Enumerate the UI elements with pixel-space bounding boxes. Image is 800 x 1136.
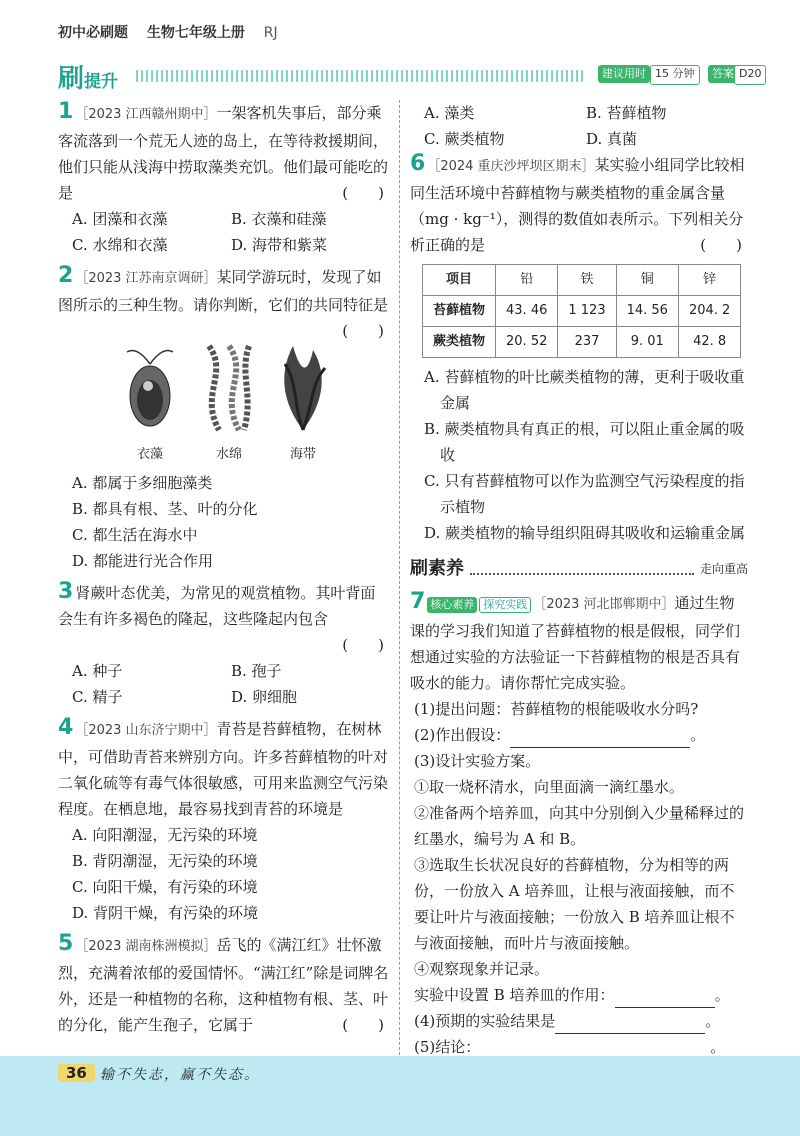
role-b-blank[interactable] [615,989,715,1008]
section-banner [58,58,762,94]
right-column [410,100,748,1066]
q2-options: A. 都属于多细胞藻类 B. 都具有根、茎、叶的分化 C. 都生活在海水中 D. 都能进行光合作用 [72,474,258,570]
q3-options: A. 种子 B. 孢子 C. 精子 D. 卵细胞 [72,662,298,706]
chlamydomonas-figure: 衣藻 [115,344,185,468]
time-label: 建议用时 [598,65,650,83]
q2-figure [58,344,390,468]
section-header [410,556,748,582]
metal-content-table: 项目 铅 铁 铜 锌 苔藓植物 43. 46 1 123 14. 56 204. 2 蕨类植物 20. 52 237 9. 01 42. 8 [422,264,741,358]
question-1: 1 ［2023 江西赣州期中］一架客机失事后，部分乘客流落到一个荒无人迹的岛上，在等待救援期间，他们只能从浅海中捞取藻类充饥。他们最可能吃的是 ( ) A. 团藻和衣藻 B. 衣藻和硅藻 C. 水绵和衣藻 D. 海带和紫菜 [58,100,390,258]
q7-body: (1)提出问题：苔藓植物的根能吸收水分吗? (2)作出假设： 。 (3)设计实验方案。 ①取一烧杯清水，向里面滴一滴红墨水。 ②准备两个培养皿，向其中分别倒入少量稀释过的红墨水，编号为 A 和 B。 ③选取生长状况良好的苔藓植物，分为相等的两份，一份放入 A 培养皿，让根与液面接触，而不要让叶片与液面接触；一份放入 B 培养皿让根不与液面接触，而叶片与液面接触。 ④观察现象并记录。 实验中设置 B 培养皿的作用： 。 (4)预期的实验结果是 。 (5)结论： 。 [410,696,748,1060]
hypothesis-blank[interactable] [510,729,690,748]
answer-page: D20 [734,65,766,85]
subject-name: 生物七年级上册 [146,25,245,41]
edition: RJ [263,25,278,41]
question-7: 7 核心素养 探究实践 ［2023 河北邯郸期中］通过生物课的学习我们知道了苔藓植物的根是假根，同学们想通过实验的方法验证一下苔藓植物的根是否具有吸水的能力。请你帮忙完成实验。 (1)提出问题：苔藓植物的根能吸收水分吗? (2)作出假设： 。 (3)设计实验方案。 ①取一烧杯清水，向里面滴一滴红墨水。 ②准备两个培养皿，向其中分别倒入少量稀释过的红墨水，编号为 A 和 B。 ③选取生长状况良好的苔藓植物，分为相等的两份，一份放入 A 培养皿，让根与液面接触，而不要让叶片与液面接触；一份放入 B 培养皿让根不与液面接触，而叶片与液面接触。 ④观察现象并记录。 实验中设置 B 培养皿的作用： 。 (4)预期的实验结果是 。 (5)结论： 。 [410,590,748,1060]
book-name: 初中必刷题 [58,25,128,41]
section-dotted-line [470,563,694,575]
answer-label: 答案 [708,65,738,83]
question-2: 2 ［2023 江苏南京调研］某同学游玩时，发现了如图所示的三种生物。请你判断，它们的共同特征是 ( ) 衣藻 水绵 海带 A. 都属于多细胞藻类 B. 都具有根、茎、叶的分化 C. 都生活在海水中 D. 都能进行光合作用 [58,264,390,574]
q6-options: A. 苔藓植物的叶比蕨类植物的薄，更利于吸收重金属 B. 蕨类植物具有真正的根，可以阻止重金属的吸收 C. 只有苔藓植物可以作为监测空气污染程度的指示植物 D. 蕨类植物的输导组织阻碍其吸收和运输重金属 [424,368,746,542]
question-3: 3 肾蕨叶态优美，为常见的观赏植物。其叶背面会生有许多褐色的隆起，这些隆起内包含 ( ) A. 种子 B. 孢子 C. 精子 D. 卵细胞 [58,580,390,710]
table-row: 苔藓植物 43. 46 1 123 14. 56 204. 2 [423,296,741,327]
core-literacy-badge: 核心素养 [427,597,477,613]
section-title: 刷素养 [410,558,464,579]
question-6: 6 ［2024 重庆沙坪坝区期末］某实验小组同学比较相同生活环境中苔藓植物与蕨类植物的重金属含量（mg · kg⁻¹），测得的数值如表所示。下列相关分析正确的是 ( ) 项目 铅 铁 铜 锌 苔藓植物 43. 46 1 123 14. 56 204. 2 蕨类植物 20. 52 237 9. 01 42. 8 A. 苔藓植物的叶比蕨类植物的薄，更利于吸收重金属 B. 蕨类植物具有真正的根，可以阻止重金属的吸收 C. 只有苔藓植物可以作为监测空气污染程度的指示植物 D. 蕨类植物的输导组织阻碍其吸收和运输重金属 [410,152,748,546]
banner-title: 刷提升 [58,64,119,94]
table-row: 蕨类植物 20. 52 237 9. 01 42. 8 [423,327,741,358]
page-number: 36 [58,1064,95,1082]
question-5: 5 ［2023 湖南株洲模拟］岳飞的《满江红》壮怀激烈，充满着浓郁的爱国情怀。“满江红”除是词牌名外，还是一种植物的名称，这种植物有根、茎、叶的分化，能产生孢子，它属于 ( ) [58,931,389,1034]
question-4: 4 ［2023 山东济宁期中］青苔是苔藓植物，在树林中，可借助青苔来辨别方向。许多苔藓植物的叶对二氧化硫等有毒气体很敏感，可用来监测空气污染程度。在栖息地，最容易找到青苔的环境是 A. 向阳潮湿，无污染的环境 B. 背阴潮湿，无污染的环境 C. 向阳干燥，有污染的环境 D. 背阴干燥，有污染的环境 [58,716,390,926]
time-value: 15 分钟 [650,65,700,85]
footer-slogan: 输不失志，赢不失态。 [100,1067,260,1083]
banner-stripes [136,70,586,82]
left-column [58,100,390,1044]
kelp-figure: 海带 [273,344,333,468]
spirogyra-figure: 水绵 [199,344,259,468]
column-divider [399,100,400,1055]
q1-options: A. 团藻和衣藻 B. 衣藻和硅藻 C. 水绵和衣藻 D. 海带和紫菜 [72,210,328,254]
q4-options: A. 向阳潮湿，无污染的环境 B. 背阴潮湿，无污染的环境 C. 向阳干燥，有污染的环境 D. 背阴干燥，有污染的环境 [72,826,259,922]
q5-options: A. 藻类 B. 苔藓植物 C. 蕨类植物 D. 真菌 [424,104,667,148]
section-subtitle: 走向重高 [699,562,748,576]
inquiry-badge: 探究实践 [479,597,531,613]
page-header [58,22,292,42]
expected-result-blank[interactable] [555,1015,705,1034]
